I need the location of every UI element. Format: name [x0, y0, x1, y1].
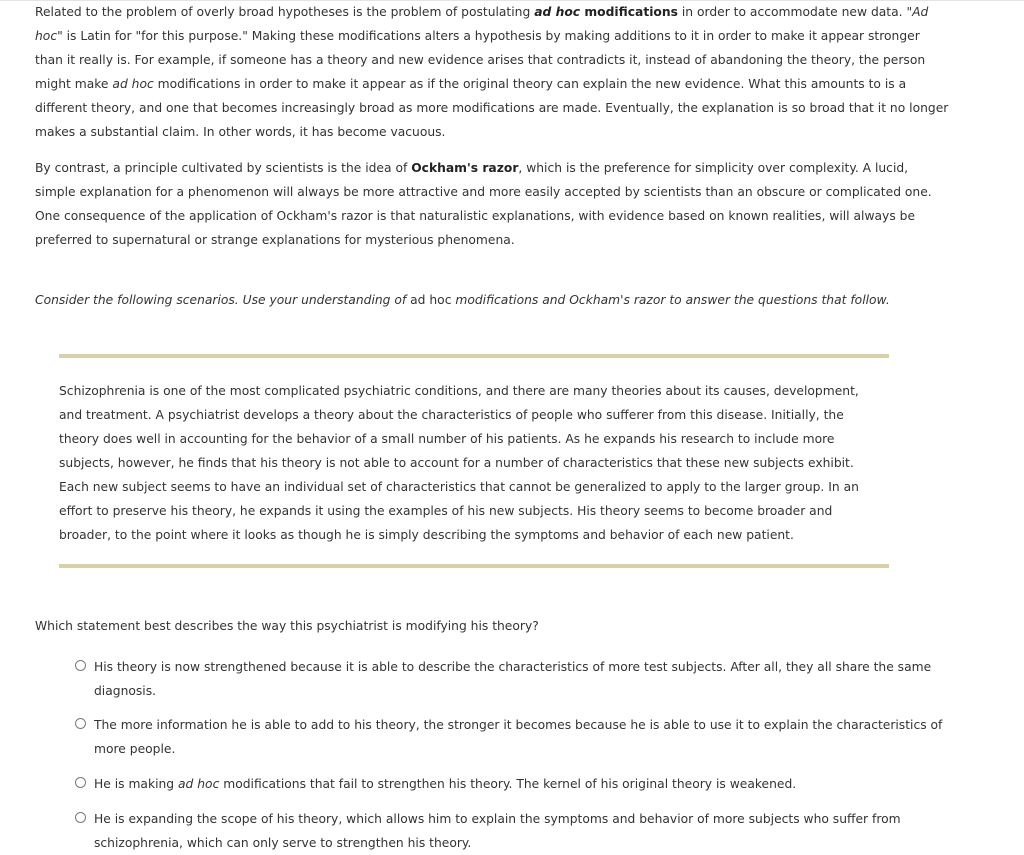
option-text-2: modifications that fail to strengthen his theory. The kernel of his original theory is weakened. — [219, 777, 797, 791]
answer-option-2[interactable] — [75, 713, 945, 761]
answer-option-label — [94, 772, 945, 796]
ockham-term: Ockham's razor — [411, 161, 519, 175]
instructions-text-1: Consider the following scenarios. Use your understanding of — [35, 293, 411, 307]
modifications-term: modifications — [580, 5, 678, 19]
scenario-box — [59, 354, 889, 568]
question-prompt: Which statement best describes the way this psychiatrist is modifying his theory? — [35, 619, 539, 633]
ad-hoc-term: ad hoc — [534, 5, 581, 19]
ockham-text-1: By contrast, a principle cultivated by scientists is the idea of — [35, 161, 412, 175]
scenario-text: Schizophrenia is one of the most complicated psychiatric conditions, and there are many theories about its causes, development, and treatment. A psychiatrist develops a theory about the characteristics of people who sufferer from this disease. Initially, the theory does well in accounting for the behavior of a small number of his patients. As he expands his research to include more subjects, however, he finds that his theory is not able to account for a number of characteristics that these new subjects exhibit. Each new subject seems to have an individual set of characteristics that cannot be generalized to apply to the larger group. In an effort to preserve his theory, he expands it using the examples of his new subjects. His theory seems to become broader and broader, to the point where it looks as though he is simply describing the symptoms and behavior of each new patient. — [59, 384, 859, 542]
answer-option-3[interactable] — [75, 772, 945, 796]
radio-button[interactable] — [75, 660, 86, 671]
instructions-ad-hoc: ad hoc — [410, 293, 452, 307]
radio-button[interactable] — [75, 718, 86, 729]
scenario-instructions — [35, 288, 950, 312]
ad-hoc-paragraph — [35, 0, 950, 144]
radio-button[interactable] — [75, 812, 86, 823]
ockham-text-2: , which is the preference for simplicity over complexity. A lucid, simple explanation for a phenomenon will always be more attractive and more easily accepted by scientists than an obscure or complicated one. One consequence of the application of Ockham's razor is that naturalistic explanations, with evidence based on known realities, will always be preferred to supernatural or strange explanations for mysterious phenomena. — [35, 161, 932, 247]
option-ad-hoc: ad hoc — [178, 777, 220, 791]
answer-option-4[interactable] — [75, 807, 945, 855]
option-text-1: He is making — [94, 777, 179, 791]
ad-hoc-text-2: in order to accommodate new data. " — [677, 5, 913, 19]
ad-hoc-latin: Ad hoc — [35, 5, 929, 43]
ad-hoc-text-3: " is Latin for "for this purpose." Making these modifications alters a hypothesis by making additions to it in order to make it appear stronger than it really is. For example, if someone has a theory and new evidence arises that contradicts it, instead of abandoning the theory, the person might make — [35, 29, 926, 91]
ockham-paragraph — [35, 156, 950, 252]
ad-hoc-text-1: Related to the problem of overly broad hypotheses is the problem of postulating — [35, 5, 535, 19]
answer-option-label: He is expanding the scope of his theory, which allows him to explain the symptoms and behavior of more subjects who suffer from schizophrenia, which can only serve to strengthen his theory. — [94, 812, 901, 850]
ad-hoc-text-4: modifications in order to make it appear as if the original theory can explain the new evidence. What this amounts to is a different theory, and one that becomes increasingly broad as more modifications are made. Eventually, the explanation is so broad that it no longer makes a substantial claim. In other words, it has become vacuous. — [35, 77, 949, 139]
ad-hoc-inline: ad hoc — [112, 77, 154, 91]
instructions-text-2: modifications and Ockham's razor to answer the questions that follow. — [451, 293, 890, 307]
answer-option-label: His theory is now strengthened because it is able to describe the characteristics of more test subjects. After all, they all share the same diagnosis. — [94, 660, 932, 698]
answer-option-1[interactable] — [75, 655, 945, 703]
radio-button[interactable] — [75, 777, 86, 788]
answer-option-label: The more information he is able to add to his theory, the stronger it becomes because he is able to use it to explain the characteristics of more people. — [94, 718, 943, 756]
